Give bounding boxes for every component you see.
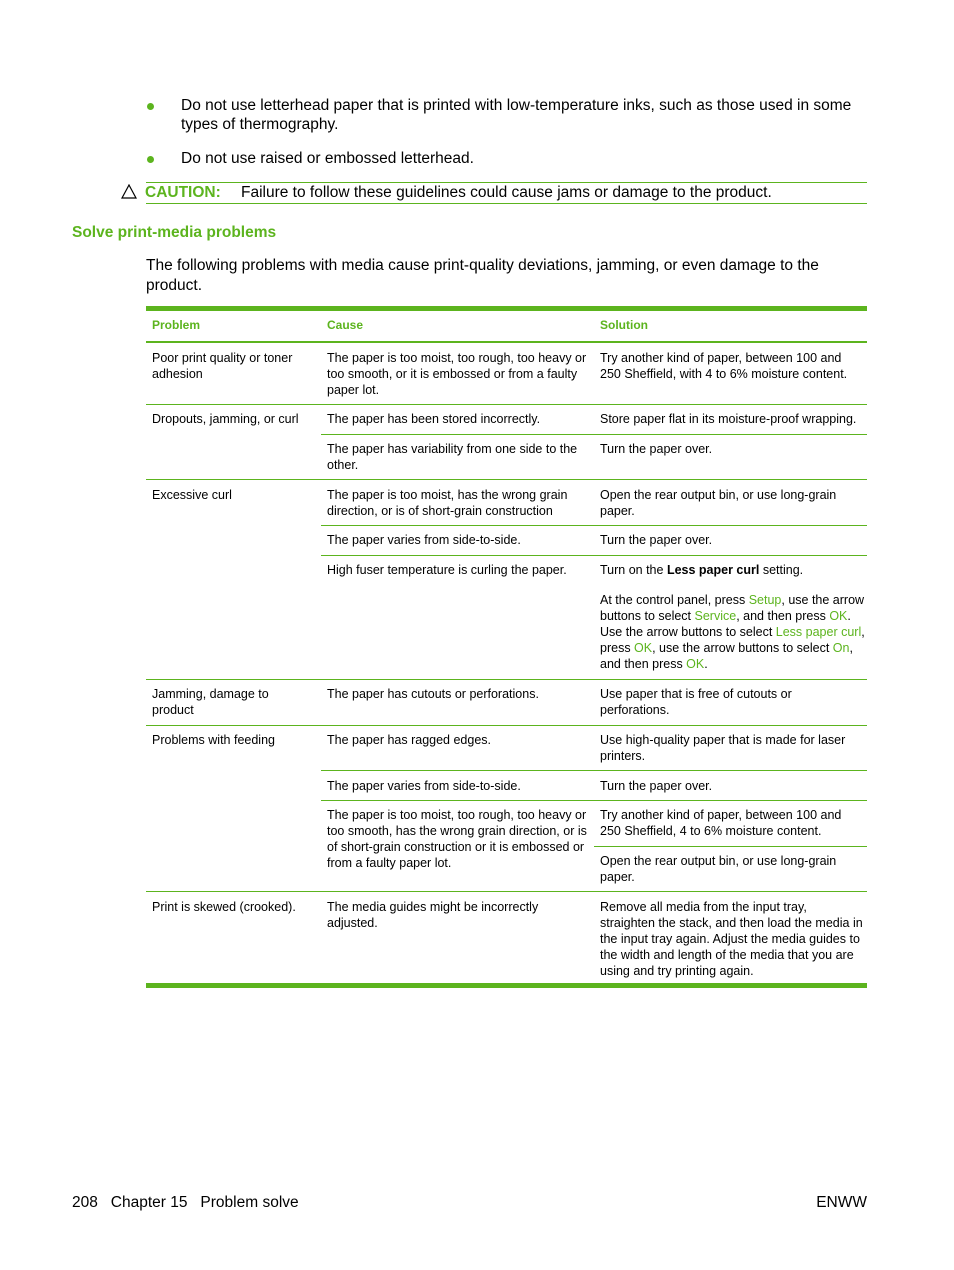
footer-left [72, 1194, 299, 1212]
table-cell: Jamming, damage to product [152, 687, 269, 717]
instruction-text: , press [600, 625, 865, 655]
page-number: 208 [72, 1194, 98, 1211]
table-cell: The paper has been stored incorrectly. [327, 412, 541, 426]
header-problem: Problem [152, 318, 201, 332]
bullet-icon [147, 103, 154, 110]
table-cell: The paper has cutouts or perforations. [327, 687, 539, 701]
table-cell: Problems with feeding [152, 733, 275, 747]
bullet-icon [147, 156, 154, 163]
instruction-text: . Use the arrow buttons to select [600, 609, 851, 639]
table-cell: The paper is too moist, too rough, too heavy or too smooth, has the wrong grain direction, or is of short-grain construction or it is embossed or from a faulty paper lot. [327, 808, 587, 870]
chapter-label: Chapter 15 [110, 1194, 188, 1211]
row-divider [146, 725, 867, 726]
table-cell: The paper varies from side-to-side. [327, 779, 521, 793]
table-cell: Turn the paper over. [600, 779, 713, 793]
table-cell: Turn the paper over. [600, 533, 713, 547]
button-ok: OK [686, 657, 705, 671]
row-divider [321, 434, 867, 435]
caution-text: Failure to follow these guidelines could cause jams or damage to the product. [241, 184, 772, 201]
table-cell: Try another kind of paper, between 100 and 250 Sheffield, 4 to 6% moisture content. [600, 808, 842, 838]
table-header-rule [146, 341, 867, 343]
menu-item-service: Service [694, 609, 737, 623]
table-cell: Open the rear output bin, or use long-grain paper. [600, 854, 837, 884]
row-divider [594, 846, 867, 847]
table-cell: The paper has ragged edges. [327, 733, 492, 747]
table-cell: Print is skewed (crooked). [152, 900, 296, 914]
table-cell: Open the rear output bin, or use long-grain paper. [600, 488, 837, 518]
menu-item-less-paper-curl: Less paper curl [775, 625, 862, 639]
row-divider [146, 679, 867, 680]
row-divider [321, 555, 867, 556]
bullet-item: Do not use letterhead paper that is printed with low-temperature inks, such as those used in some types of thermography. [181, 97, 852, 133]
intro-paragraph: The following problems with media cause print-quality deviations, jamming, or even damage to the product. [146, 257, 819, 294]
section-heading: Solve print-media problems [72, 224, 277, 241]
control-panel-instructions [600, 592, 866, 672]
table-cell: The paper has variability from one side to the other. [327, 442, 578, 472]
table-cell: Use paper that is free of cutouts or perforations. [600, 687, 792, 717]
row-divider [146, 891, 867, 892]
bullet-item: Do not use raised or embossed letterhead. [181, 150, 474, 167]
header-cause: Cause [327, 318, 364, 332]
header-solution: Solution [600, 318, 648, 332]
table-cell: Dropouts, jamming, or curl [152, 412, 299, 426]
caution-label: CAUTION: [145, 184, 221, 201]
chapter-title: Problem solve [200, 1194, 299, 1211]
table-cell [600, 562, 864, 578]
table-cell: Try another kind of paper, between 100 and 250 Sheffield, with 4 to 6% moisture content. [600, 351, 848, 381]
table-cell: Store paper flat in its moisture-proof wrapping. [600, 412, 857, 426]
instruction-text: , and then press [736, 609, 830, 623]
table-bottom-rule [146, 983, 867, 988]
instruction-text: , and then press [600, 641, 853, 671]
table-cell: The paper is too moist, has the wrong grain direction, or is of short-grain construction [327, 488, 568, 518]
menu-item-setup: Setup [748, 593, 782, 607]
table-cell: Excessive curl [152, 488, 232, 502]
instruction-text: At the control panel, press [600, 593, 749, 607]
row-divider [321, 525, 867, 526]
button-ok: OK [634, 641, 653, 655]
solution-text: setting. [759, 563, 804, 577]
table-cell: Turn the paper over. [600, 442, 713, 456]
instruction-text: , use the arrow buttons to select [600, 593, 865, 623]
row-divider [321, 800, 867, 801]
instruction-text: , use the arrow buttons to select [652, 641, 833, 655]
warning-triangle-icon [121, 184, 137, 199]
table-top-rule [146, 306, 867, 311]
footer-right: ENWW [816, 1194, 867, 1211]
table-cell: Remove all media from the input tray, straighten the stack, and then load the media in the input tray again. Adjust the media guides to the width and length of the media that you are using and try printing again. [600, 900, 863, 978]
row-divider [321, 770, 867, 771]
table-cell: The paper varies from side-to-side. [327, 533, 521, 547]
table-cell: The media guides might be incorrectly adjusted. [327, 900, 539, 930]
button-ok: OK [829, 609, 848, 623]
row-divider [146, 479, 867, 480]
table-cell: Use high-quality paper that is made for laser printers. [600, 733, 846, 763]
menu-item-on: On [832, 641, 850, 655]
setting-name: Less paper curl [666, 563, 760, 577]
solution-text: Turn on the [600, 563, 667, 577]
row-divider [146, 404, 867, 405]
table-cell: Poor print quality or toner adhesion [152, 351, 293, 381]
instruction-text: . [704, 657, 708, 671]
table-cell: The paper is too moist, too rough, too heavy or too smooth, or it is embossed or from a faulty paper lot. [327, 351, 587, 397]
table-cell: High fuser temperature is curling the paper. [327, 563, 567, 577]
